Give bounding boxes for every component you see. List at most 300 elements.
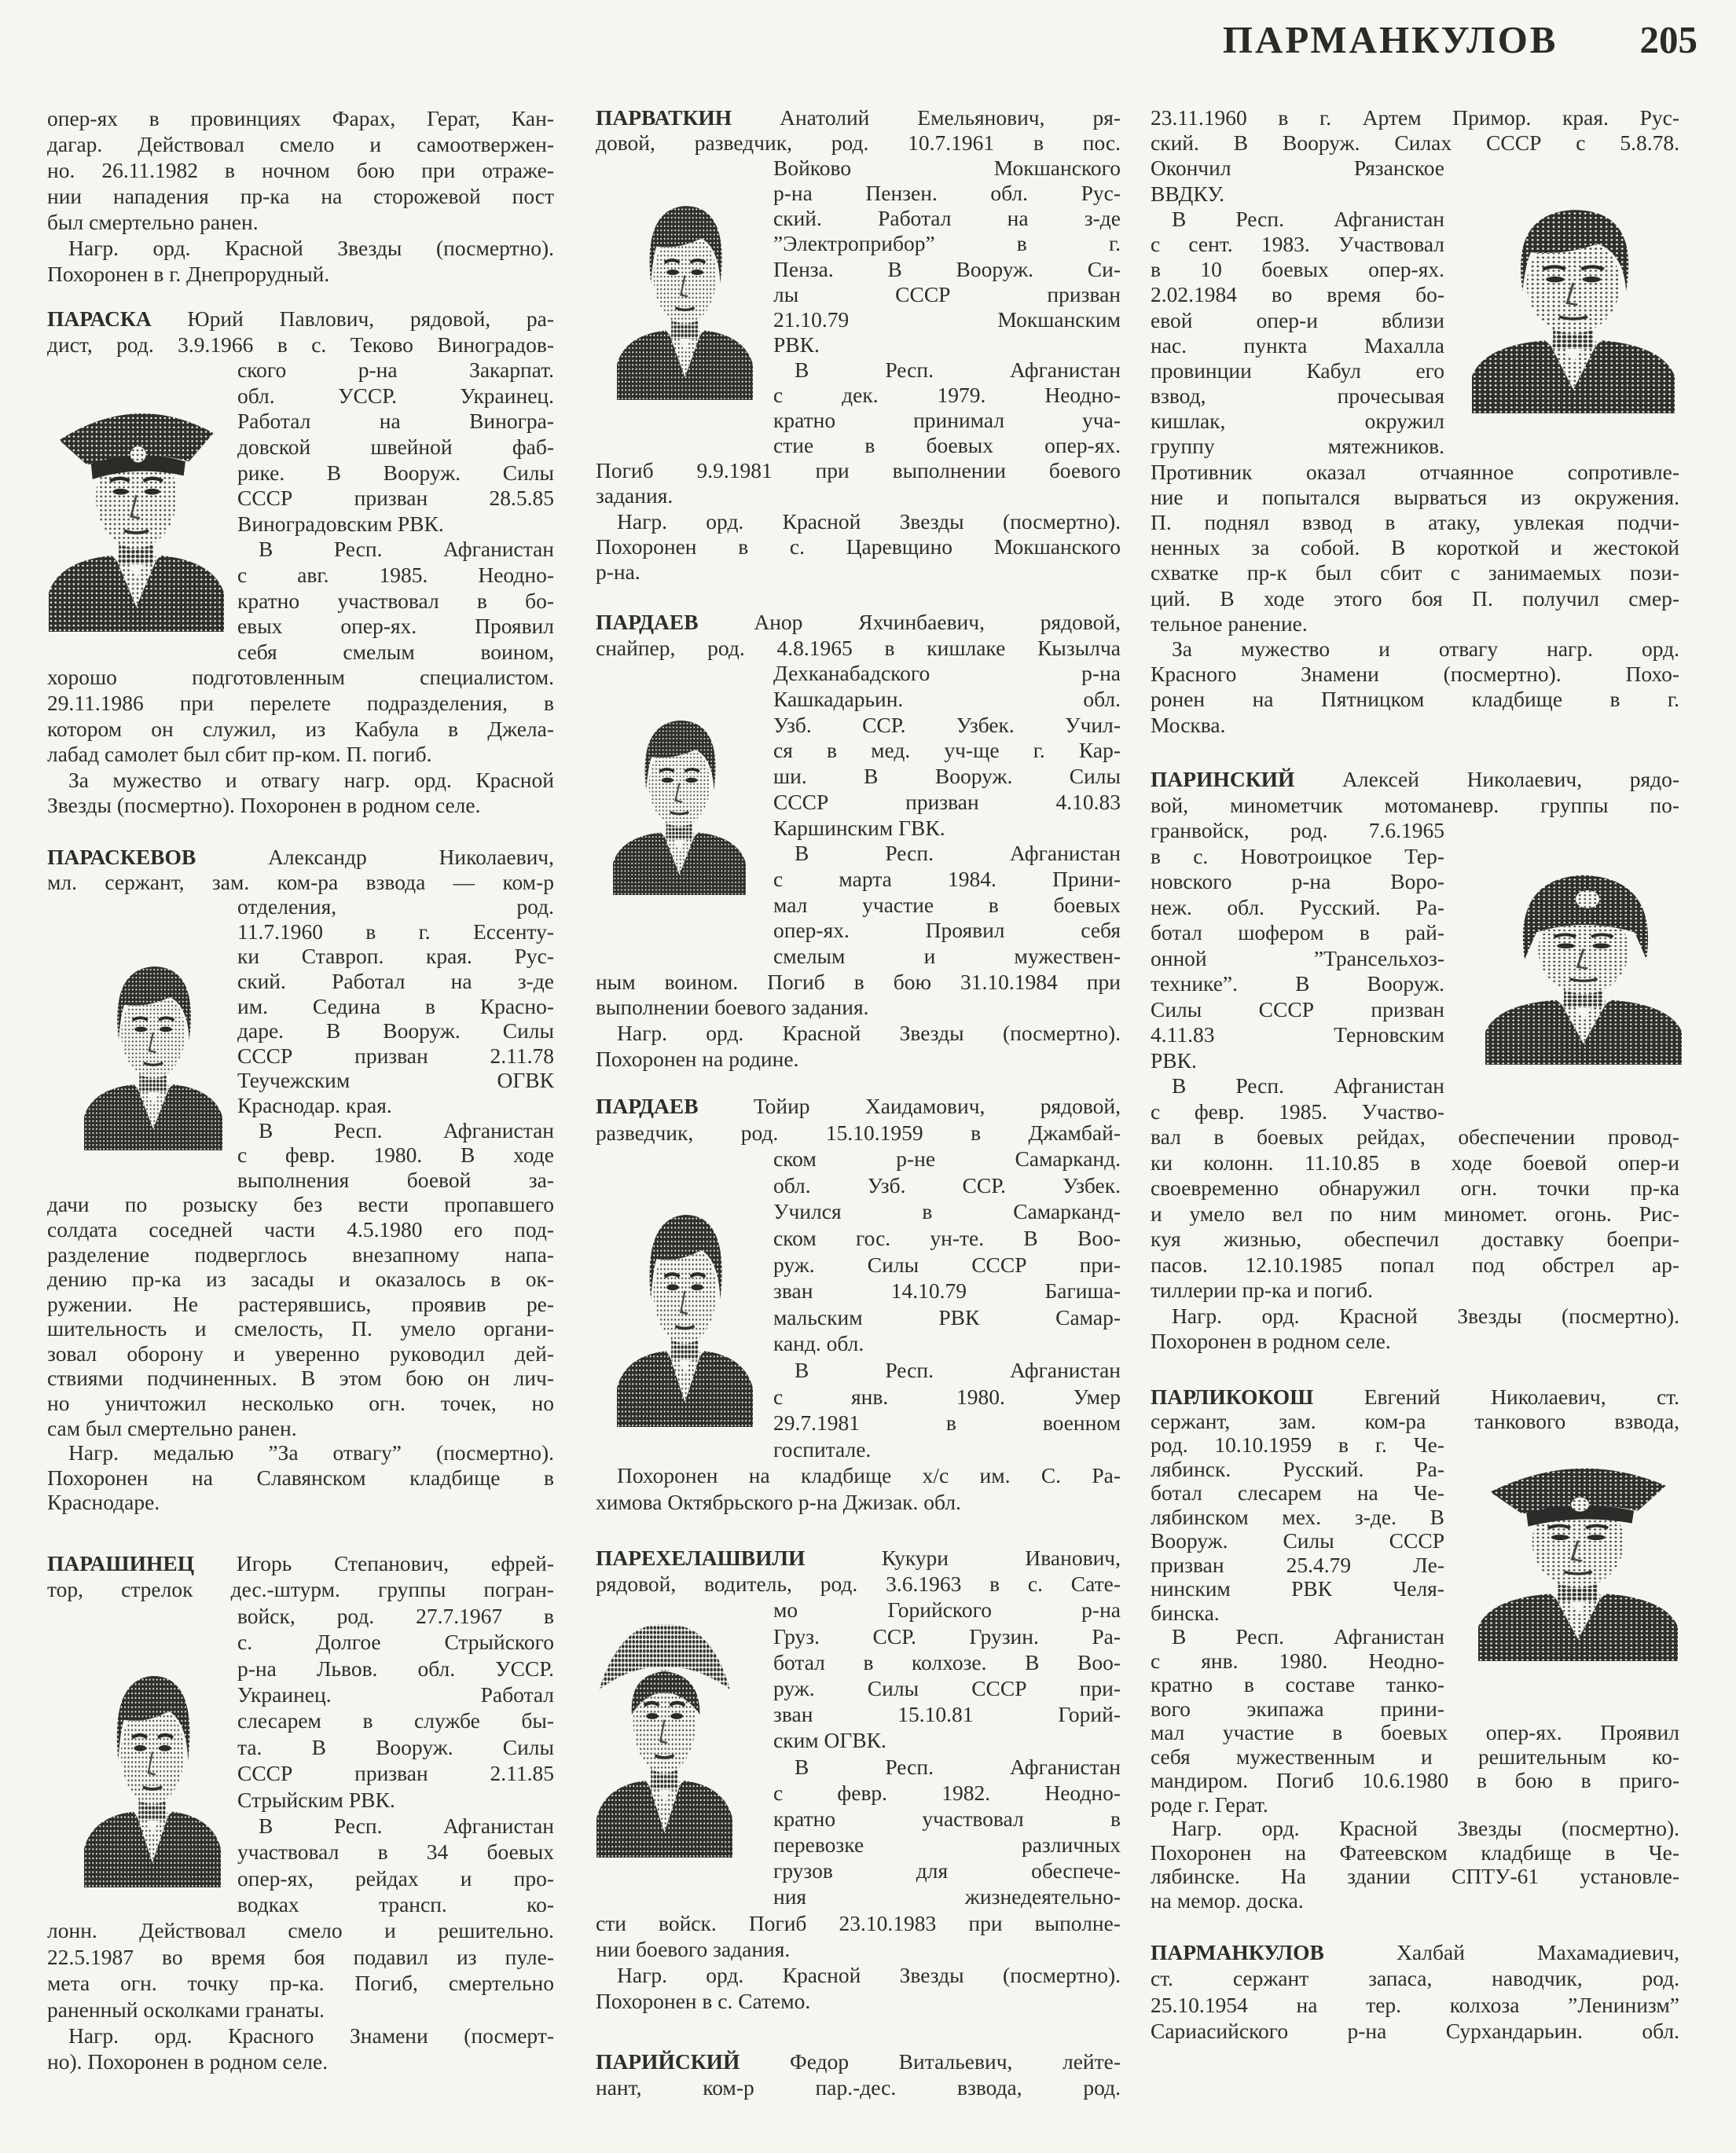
text-line: ши. В Вооруж. Силы (773, 764, 1121, 789)
text-line: участвовал в 34 боевых (237, 1839, 554, 1865)
text-line: ки Ставроп. края. Рус- (237, 944, 554, 969)
portrait-photo (1478, 1442, 1678, 1661)
text-line: Сариасийского р-на Сурхандарьин. обл. (1151, 2018, 1679, 2043)
text-line: мал участие в боевых опер-ях. Проявил (1151, 1720, 1679, 1744)
text-line: Теучежским ОГВК (237, 1068, 554, 1093)
text-line: СССР призван 2.11.85 (237, 1761, 554, 1786)
text-line: с февр. 1985. Участво- (1151, 1099, 1444, 1124)
text-line: в с. Новотроицкое Тер- (1151, 843, 1444, 868)
entry-head-text (47, 845, 554, 894)
text-line: Звезды (посмертно). Похоронен в родном селе. (47, 793, 481, 818)
text-line: 22.5.1987 во время боя подавил из пуле- (47, 1944, 554, 1969)
text-line: П. поднял взвод в атаку, увлекая подчи- (1151, 510, 1679, 534)
text-line: на мемор. доска. (1151, 1887, 1304, 1913)
text-line: Нагр. орд. Красной Звезды (посмертно). (1172, 1816, 1679, 1840)
text-line: дист, род. 3.9.1966 в с. Теково Виноградов- (47, 332, 554, 357)
text-line: та. В Вооруж. Силы (237, 1734, 554, 1759)
text-line: с янв. 1980. Умер (773, 1384, 1121, 1409)
portrait-halftone (596, 1607, 732, 1858)
text-line (596, 105, 1121, 130)
entry-first-line-text: Алексей Николаевич, рядо- (1342, 767, 1679, 791)
text-line: нинским РВК Челя- (1151, 1576, 1444, 1601)
text-line: довой, разведчик, род. 10.7.1961 в пос. (596, 130, 1121, 156)
text-line: мо Горийского р-на (773, 1597, 1121, 1623)
text-line: своевременно обнаружил огн. точки пр-ка (1151, 1176, 1679, 1200)
entry-first-line-text: Игорь Степанович, ефрей- (236, 1551, 554, 1575)
text-line: кратно в составе танко- (1151, 1672, 1444, 1696)
text-line: Противник оказал отчаянное сопротивле- (1151, 459, 1679, 484)
text-line: СССР призван 2.11.78 (237, 1043, 554, 1068)
text-line: кишлак, окружил (1151, 409, 1444, 434)
text-line: Краснодар. края. (237, 1092, 392, 1117)
text-line: Дехканабадского р-на (773, 661, 1121, 686)
text-line: руж. Силы СССР при- (773, 1675, 1121, 1700)
portrait-figure (1485, 875, 1682, 1065)
text-line: ние и попытался вырваться из окружения. (1151, 484, 1679, 509)
text-line: вой, минометчик мотоманевр. группы по- (1151, 792, 1679, 817)
entry-head-text (596, 1545, 1121, 1597)
text-line: В Респ. Афганистан (259, 1813, 554, 1838)
text-line: Узб. ССР. Узбек. Учил- (773, 712, 1121, 737)
page-number: 205 (1639, 18, 1697, 61)
text-line: Украинец. Работал (237, 1682, 554, 1707)
text-line: зовал оборону и уверенно руководил дей- (47, 1341, 554, 1366)
text-line: Работал на Виногра- (237, 409, 554, 434)
text-line: ”Электроприбор” в г. (773, 231, 1121, 256)
entry-tail-text (47, 665, 554, 819)
text-line: вого экипажа прини- (1151, 1696, 1444, 1721)
text-line (47, 306, 554, 332)
text-line: За мужество и отвагу нагр. орд. Красной (68, 767, 554, 792)
text-line: р-на. (596, 559, 640, 584)
entry-surname: ПАРАСКЕВОВ (47, 845, 196, 869)
text-line: с янв. 1980. Неодно- (1151, 1648, 1444, 1673)
text-line: лабад самолет был сбит пр-ком. П. погиб. (47, 742, 432, 767)
text-line: провинции Кабул его (1151, 358, 1444, 383)
text-line: СССР призван 28.5.85 (237, 486, 554, 511)
text-line: сам был смертельно ранен. (47, 1415, 297, 1440)
text-line: мальским РВК Самар- (773, 1304, 1121, 1330)
text-line: Похоронен в с. Царевщино Мокшанского (596, 534, 1121, 559)
text-line: ским ОГВК. (773, 1728, 886, 1753)
entry-tail-text (1151, 1721, 1679, 1913)
entry-surname: ПАРДАЕВ (596, 1094, 699, 1118)
entry-tail-text (1151, 1124, 1679, 1355)
text-line: Нагр. орд. Красной Звезды (посмертно). (617, 1021, 1121, 1045)
text-line: Нагр. орд. Красной Звезды (посмертно). (617, 508, 1121, 534)
text-line: опер-ях, рейдах и про- (237, 1865, 554, 1891)
entry-first-line-text: Тойир Хаидамович, рядовой, (753, 1094, 1121, 1118)
text-line: 2.02.1984 во время бо- (1151, 282, 1444, 307)
text-line: зван 14.10.79 Багиша- (773, 1278, 1121, 1304)
entry-tail-text (596, 1910, 1121, 2015)
text-line: В Респ. Афганистан (795, 841, 1121, 866)
text-line: р-на Львов. обл. УССР. (237, 1656, 554, 1681)
portrait-photo (84, 1641, 221, 1887)
portrait-halftone (1485, 854, 1682, 1065)
text-line: ся в мед. уч-ще г. Кар- (773, 738, 1121, 763)
text-line: себя мужественным и решительным ко- (1151, 1744, 1679, 1769)
text-line: дачи по розыску без вести пропавшего (47, 1192, 554, 1217)
text-line: Похоронен в с. Сатемо. (596, 1989, 811, 2014)
text-line: ки колонн. 11.10.85 в ходе боевой опер-и (1151, 1150, 1679, 1175)
portrait-halftone (84, 936, 222, 1150)
text-line: ского р-на Закарпат. (237, 358, 554, 383)
portrait-halftone (613, 691, 746, 895)
entry-head-text (47, 1550, 554, 1603)
text-line: с сент. 1983. Участвовал (1151, 231, 1444, 256)
text-line: довской швейной фаб- (237, 434, 554, 459)
text-line: нии боевого задания. (596, 1936, 791, 1961)
text-line: химова Октябрьского р-на Джизак. обл. (596, 1489, 961, 1514)
text-line: схватке пр-к был сбит с занимаемых пози- (1151, 560, 1679, 585)
text-line: ния жизнедеятельно- (773, 1884, 1121, 1909)
text-line: стие в боевых опер-ях. (773, 433, 1121, 458)
text-line: В Респ. Афганистан (259, 537, 554, 562)
entry-first-line-text: Юрий Павлович, рядовой, ра- (187, 306, 554, 331)
portrait-figure (49, 413, 224, 632)
text-line: дагар. Действовал смело и самоотвержен- (47, 132, 554, 156)
text-line: Похоронен в родном селе. (1151, 1329, 1391, 1353)
text-line: перевозке различных (773, 1832, 1121, 1858)
text-line: ружении. Не растерявшись, проявив ре- (47, 1291, 554, 1316)
text-line: евой опер-и вблизи (1151, 307, 1444, 332)
portrait-photo (84, 936, 222, 1150)
text-line: Стрыйским РВК. (237, 1787, 395, 1812)
text-line: вал в боевых рейдах, обеспечении провод- (1151, 1124, 1679, 1149)
text-line: куя жизнью, обеспечил доставку боепри- (1151, 1227, 1679, 1251)
text-line: с авг. 1985. Неодно- (237, 562, 554, 587)
text-line: с февр. 1982. Неодно- (773, 1780, 1121, 1805)
text-line (47, 845, 554, 870)
entry-tail-text (596, 458, 1121, 584)
entry-first-line-text: Халбай Махамадиевич, (1396, 1940, 1679, 1964)
text-line: обл. УССР. Украинец. (237, 383, 554, 408)
text-line: руж. Силы СССР при- (773, 1252, 1121, 1277)
text-line: дению пр-ка из засады и оказалось в ок- (47, 1267, 554, 1292)
text-line (596, 1093, 1121, 1120)
entry-head-text (596, 2048, 1121, 2100)
text-line: тиллерии пр-ка и погиб. (1151, 1278, 1374, 1302)
entry-head-text (1151, 105, 1679, 156)
text-line: канд. обл. (773, 1331, 864, 1356)
text-line: ВВДКУ. (1151, 181, 1225, 206)
portrait-halftone (617, 174, 753, 400)
text-line: разделение подверглось внезапному напа- (47, 1242, 554, 1267)
portrait-photo (617, 1179, 753, 1427)
text-line: гранвойск, род. 7.6.1965 (1151, 818, 1444, 842)
text-line: лябинске. На здании СПТУ-61 установле- (1151, 1864, 1679, 1888)
text-line: ский. Работал на з-де (237, 968, 554, 993)
text-line: но. 26.11.1982 в ночном бою при отраже- (47, 158, 554, 182)
text-line: грузов для обеспече- (773, 1858, 1121, 1883)
text-line: мл. сержант, зам. ком-ра взвода — ком-р (47, 869, 554, 894)
entry-first-line-text: Анатолий Емельянович, ря- (780, 105, 1121, 130)
text-line: госпитале. (773, 1436, 872, 1462)
text-line (1151, 1939, 1679, 1965)
entry-surname: ПАРЕХЕЛАШВИЛИ (596, 1546, 806, 1570)
text-line: котором он служил, из Кабула в Джела- (47, 716, 554, 741)
text-line: Кашкадарьин. обл. (773, 687, 1121, 712)
text-line: раненный осколками гранаты. (47, 1997, 325, 2022)
entry-head-text (47, 105, 554, 287)
entry-head-text (596, 610, 1121, 661)
entry-head-text (1151, 767, 1679, 818)
text-line: Похоронен на родине. (596, 1046, 799, 1071)
portrait-figure (617, 1215, 753, 1427)
text-line: ций. В ходе этого боя П. получил смер- (1151, 585, 1679, 611)
portrait-halftone (49, 383, 224, 632)
entry-head-text (1151, 1939, 1679, 2044)
portrait-figure (1472, 210, 1675, 413)
entry-first-line-text: Александр Николаевич, (268, 845, 555, 869)
portrait-figure (617, 206, 753, 400)
portrait-halftone (1472, 176, 1675, 413)
text-line: ском р-не Самарканд. (773, 1146, 1121, 1172)
text-line: ст. сержант запаса, наводчик, род. (1151, 1966, 1679, 1991)
text-line: кратно участвовал в бо- (237, 588, 554, 613)
text-line: обл. Узб. ССР. Узбек. (773, 1172, 1121, 1198)
text-line: Нагр. орд. Красной Звезды (посмертно). (68, 236, 554, 260)
running-head: ПАРМАНКУЛОВ (1222, 18, 1558, 61)
text-line: р-на Пензен. обл. Рус- (773, 181, 1121, 206)
text-line: ботал шофером в рай- (1151, 920, 1444, 944)
text-line: неж. обл. Русский. Ра- (1151, 894, 1444, 919)
text-line: бинска. (1151, 1600, 1220, 1625)
text-line: В Респ. Афганистан (795, 1357, 1121, 1382)
text-line: Похоронен на Фатеевском кладбище в Че- (1151, 1839, 1679, 1865)
text-line: отделения, род. (237, 894, 554, 919)
entry-surname: ПАРЛИКОКОШ (1151, 1385, 1314, 1409)
text-line: СССР призван 4.10.83 (773, 789, 1121, 814)
text-line: Виноградовским РВК. (237, 511, 444, 536)
text-line: Нагр. медалью ”За отвагу” (посмертно). (68, 1440, 554, 1465)
text-line: тельное ранение. (1151, 611, 1308, 636)
text-line: Похоронен на кладбище х/с им. С. Ра- (617, 1463, 1121, 1488)
text-line: В Респ. Афганистан (795, 1754, 1121, 1779)
entry-surname: ПАРМАНКУЛОВ (1151, 1940, 1324, 1964)
text-line: Москва. (1151, 712, 1226, 737)
text-line: 25.10.1954 на тер. колхоза ”Ленинизм” (1151, 1992, 1679, 2017)
text-line: онной ”Трансельхоз- (1151, 945, 1444, 970)
text-line (596, 610, 1121, 636)
text-line: им. Седина в Красно- (237, 993, 554, 1018)
text-line: солдата соседней части 4.5.1980 его под- (47, 1216, 554, 1242)
text-line: шительность и смелость, П. умело органи- (47, 1316, 554, 1341)
portrait-halftone (617, 1179, 753, 1427)
portrait-photo (613, 691, 746, 895)
text-line: Войково Мокшанского (773, 156, 1121, 181)
text-line: Погиб 9.9.1981 при выполнении боевого (596, 458, 1121, 483)
text-line: но). Похоронен в родном селе. (47, 2049, 328, 2074)
entry-head-text (47, 306, 554, 358)
text-line: нас. пункта Махалла (1151, 332, 1444, 358)
text-line: рике. В Вооруж. Силы (237, 460, 554, 485)
text-line: пасов. 12.10.1985 попал под обстрел ар- (1151, 1252, 1679, 1277)
text-line: опер-ях в провинциях Фарах, Герат, Кан- (47, 106, 554, 130)
text-line: сти войск. Погиб 23.10.1983 при выполне- (596, 1910, 1121, 1935)
text-line: выполнения боевой за- (237, 1167, 554, 1192)
entry-surname: ПАРИНСКИЙ (1151, 767, 1295, 791)
text-line: опер-ях. Проявил себя (773, 918, 1121, 943)
text-line: ботал в колхозе. В Воо- (773, 1649, 1121, 1674)
text-line (47, 1550, 554, 1576)
text-line (1151, 767, 1679, 793)
text-line: новского р-на Воро- (1151, 869, 1444, 893)
text-line (1151, 1385, 1679, 1410)
text-line: но уничтожил несколько огн. точек, но (47, 1391, 554, 1416)
entry-surname: ПАРИЙСКИЙ (596, 2049, 740, 2074)
entry-pariyskiy (596, 2048, 1121, 2100)
text-line: ствиями подчиненных. В этом бою он лич- (47, 1366, 554, 1391)
portrait-figure (613, 721, 746, 895)
text-line: хорошо подготовленным специалистом. (47, 665, 554, 690)
text-line: Учился в Самарканд- (773, 1199, 1121, 1224)
text-line: евых опер-ях. Проявил (237, 614, 554, 639)
text-line: Груз. ССР. Грузин. Ра- (773, 1623, 1121, 1649)
text-line: ский. Работал на з-де (773, 206, 1121, 231)
text-line: Пенза. В Вооруж. Си- (773, 256, 1121, 281)
text-line: Нагр. орд. Красного Знамени (посмерт- (68, 2023, 554, 2048)
text-line: нии нападения пр-ка на сторожевой пост (47, 184, 554, 208)
portrait-figure (84, 966, 222, 1150)
entry-surname: ПАРАСКА (47, 306, 152, 331)
text-line: лы СССР призван (773, 281, 1121, 306)
portrait-figure (596, 1625, 732, 1858)
entry-surname: ПАРДАЕВ (596, 610, 699, 634)
text-line: с. Долгое Стрыйского (237, 1630, 554, 1655)
portrait-halftone (84, 1641, 221, 1887)
text-line: с дек. 1979. Неодно- (773, 383, 1121, 408)
text-line: В Респ. Афганистан (1172, 1624, 1444, 1649)
text-line: Красного Знамени (посмертно). Похо- (1151, 662, 1679, 687)
text-line: Окончил Рязанское (1151, 156, 1444, 181)
text-line: 29.7.1981 в военном (773, 1410, 1121, 1436)
text-line: 29.11.1986 при перелете подразделения, в (47, 690, 554, 715)
text-line: сержант, зам. ком-ра танкового взвода, (1151, 1408, 1679, 1433)
text-line: смелым и мужествен- (773, 943, 1121, 968)
text-line: 23.11.1960 в г. Артем Примор. края. Рус- (1151, 105, 1679, 130)
text-line: В Респ. Афганистан (795, 357, 1121, 382)
text-line: ненных за собой. В короткой и жестокой (1151, 535, 1679, 560)
text-line: тор, стрелок дес.-штурм. группы погран- (47, 1577, 554, 1602)
portrait-figure (1478, 1469, 1678, 1661)
text-line: кратно принимал уча- (773, 408, 1121, 433)
text-line: лябинском мех. з-де. В (1151, 1504, 1444, 1529)
text-line: Нагр. орд. Красной Звезды (посмертно). (1172, 1303, 1679, 1328)
text-line: кратно участвовал в (773, 1806, 1121, 1831)
text-line: даре. В Вооруж. Силы (237, 1018, 554, 1043)
text-line: призван 25.4.79 Ле- (1151, 1552, 1444, 1577)
text-line: рядовой, водитель, род. 3.6.1963 в с. Сате- (596, 1572, 1121, 1597)
text-line: разведчик, род. 15.10.1959 в Джамбай- (596, 1120, 1121, 1145)
text-line: Похоронен в г. Днепрорудный. (47, 262, 330, 286)
text-line: нант, ком-р пар.-дес. взвода, род. (596, 2075, 1121, 2100)
text-line: был смертельно ранен. (47, 210, 259, 234)
text-line: Краснодаре. (47, 1490, 160, 1515)
entry-tail-text (596, 1462, 1121, 1515)
text-line: слесарем в службе бы- (237, 1708, 554, 1733)
entry-surname: ПАРВАТКИН (596, 105, 732, 130)
text-line: Каршинским ГВК. (773, 815, 945, 840)
text-line: ский. В Вооруж. Силах СССР с 5.8.78. (1151, 130, 1679, 156)
text-line: водках трансп. ко- (237, 1892, 554, 1917)
text-line: род. 10.10.1959 в г. Че- (1151, 1432, 1444, 1457)
text-line: в 10 боевых опер-ях. (1151, 257, 1444, 282)
entry-tail-text (1151, 460, 1679, 738)
text-line: мандиром. Погиб 10.6.1980 в бою в приго- (1151, 1768, 1679, 1792)
text-line: технике”. В Вооруж. (1151, 971, 1444, 996)
text-line: 4.11.83 Терновским (1151, 1022, 1444, 1047)
text-line: ным воином. Погиб в бою 31.10.1984 при (596, 969, 1121, 994)
text-line: снайпер, род. 4.8.1965 в кишлаке Кызылча (596, 635, 1121, 660)
entry-first-line-text: Евгений Николаевич, ст. (1363, 1385, 1679, 1409)
text-line: Вооруж. Силы СССР (1151, 1528, 1444, 1553)
text-line: 21.10.79 Мокшанским (773, 306, 1121, 332)
text-line: с февр. 1980. В ходе (237, 1143, 554, 1168)
entry-first-line-text: Федор Витальевич, лейте- (790, 2049, 1121, 2074)
text-line: войск, род. 27.7.1967 в (237, 1603, 554, 1628)
text-line: ботал слесарем на Че- (1151, 1480, 1444, 1505)
entry-head-text (1151, 1385, 1679, 1433)
text-line: и умело вел по ним миномет. огонь. Рис- (1151, 1201, 1679, 1226)
portrait-figure (84, 1676, 221, 1887)
entry-tail-text (47, 1192, 554, 1515)
text-line: В Респ. Афганистан (259, 1117, 554, 1143)
portrait-photo (1472, 176, 1675, 413)
text-line: В Респ. Афганистан (1172, 206, 1444, 231)
text-line: себя смелым воином, (237, 639, 554, 664)
portrait-photo (49, 383, 224, 632)
text-line: РВК. (1151, 1047, 1197, 1073)
text-line (596, 2048, 1121, 2074)
text-line: РВК. (773, 332, 820, 357)
text-line: 11.7.1960 в г. Ессенту- (237, 919, 554, 944)
entry-first-line-text: Анор Яхчинбаевич, рядовой, (754, 610, 1121, 634)
text-line: мета огн. точку пр-ка. Погиб, смертельно (47, 1971, 554, 1996)
portrait-halftone (1478, 1442, 1678, 1661)
text-line: роде г. Герат. (1151, 1792, 1268, 1817)
text-line: ронен на Пятницком кладбище в г. (1151, 687, 1679, 712)
entry-continuation (47, 105, 554, 287)
text-line: взвод, прочесывая (1151, 383, 1444, 409)
text-line (596, 1545, 1121, 1571)
text-line: зван 15.10.81 Горий- (773, 1702, 1121, 1727)
text-line: лонн. Действовал смело и решительно. (47, 1918, 554, 1943)
portrait-photo (1485, 854, 1682, 1065)
text-line: Силы СССР призван (1151, 996, 1444, 1021)
text-line: выполнении боевого задания. (596, 995, 869, 1020)
entry-parmankulov (1151, 1939, 1679, 2044)
text-line: За мужество и отвагу нагр. орд. (1172, 636, 1679, 661)
entry-tail-text (596, 970, 1121, 1073)
entry-first-line-text: Кукури Иванович, (881, 1546, 1121, 1570)
entry-surname: ПАРАШИНЕЦ (47, 1551, 195, 1575)
entry-head-text (596, 105, 1121, 156)
text-line: задания. (596, 483, 673, 508)
text-line: Нагр. орд. Красной Звезды (посмертно). (617, 1963, 1121, 1987)
text-line: В Респ. Афганистан (1172, 1073, 1444, 1098)
text-line: группу мятежников. (1151, 434, 1444, 459)
portrait-photo (617, 174, 753, 400)
text-line: ском гос. ун-те. В Воо- (773, 1225, 1121, 1250)
text-line: мал участие в боевых (773, 892, 1121, 917)
portrait-photo (596, 1607, 732, 1858)
text-line: Похоронен на Славянском кладбище в (47, 1465, 554, 1490)
entry-head-text (596, 1093, 1121, 1146)
text-line: лябинск. Русский. Ра- (1151, 1456, 1444, 1481)
entry-tail-text (47, 1917, 554, 2074)
